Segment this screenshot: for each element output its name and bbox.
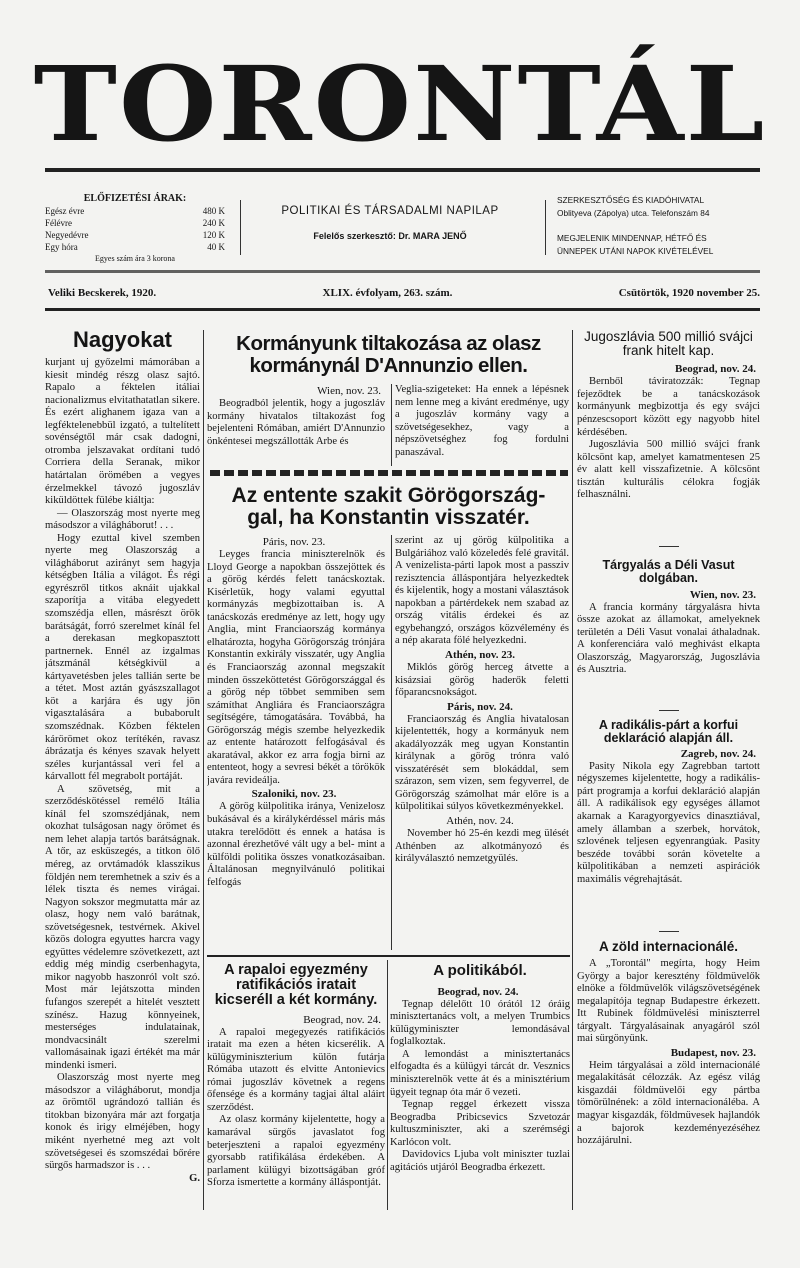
- article-delivasut: [577, 559, 760, 705]
- price-label: Negyedévre: [45, 230, 89, 240]
- paragraph: Beogradból jelentik, hogy a jugoszláv kormány hivatalos tiltakozást fog bejelenteni Rómában, amiért D'Annunzio önkéntesei megszállották Arbe és: [207, 398, 385, 447]
- editor: Felelős szerkesztő: Dr. MARA JENŐ: [313, 231, 467, 241]
- paragraph: Bernből táviratozzák: Tegnap fejeződtek be a tanácskozások kormányunk megbizottja és egy svájci pénzescsoport között egy nagyobb hitel kérdésében.: [577, 376, 760, 438]
- office-info: [557, 194, 762, 258]
- dateline: Zagreb, nov. 24.: [680, 747, 756, 760]
- paragraph: Franciaország és Anglia hivatalosan kijelentették, hogy a kormányuk nem akadályozzák meg ugyan Konstantin királynak a görög trónra való visszatérését sem blokáddal, sem szárazon, sem vizen, sem fegyverrel, de Görögország számolhat már előre is a külpolitikai súlyos következményekkel.: [395, 713, 569, 813]
- article-zold: [577, 940, 760, 1203]
- article-politikabol: [390, 963, 570, 1205]
- article-title: Jugoszlávia 500 millió svájci frank hitelt kap.: [584, 329, 753, 359]
- office-line: SZERKESZTŐSÉG ÉS KIADÓHIVATAL: [557, 195, 705, 205]
- dateline-bar: [48, 287, 760, 299]
- article-title: A radikális-párt a korfui deklaráció alapján áll.: [598, 717, 739, 745]
- article-title: A politikából.: [433, 962, 527, 979]
- dateline: Budapest, nov. 23.: [670, 1046, 756, 1059]
- price-label: Egész évre: [45, 206, 85, 216]
- paragraph: November hó 25-én kezdi meg ülését Athénben az alkotmányozó és királyválasztó nemzetgyülés.: [395, 828, 569, 865]
- paragraph: Tegnap délelőtt 10 órától 12 óráig minisztertanács volt, a melyen Trumbics külügyminiszter lemondásával foglalkoztak.: [390, 998, 570, 1048]
- article-tiltakozas: [207, 333, 570, 466]
- paragraph: kurjant uj győzelmi mámorában a kiesit mindég részg olasz sajtó. Rapalo a féktelen itáliai nacionalizmus elvitathatatlan sikere. És ezért alighanem igaza van a legféktelenebbül izgató, a tultelített sovénségtől már csak dadogni, otromba jelszavakat ordítani tudó Corriera della Seranak, mikor határtalan örömében a vegyes érzelmekkel távozó jugoszláv kiküldöttek fülébe kiáltja:: [45, 357, 200, 507]
- price-value: 40 K: [207, 242, 225, 252]
- dateline: Beograd, nov. 24.: [303, 1013, 381, 1026]
- dateline: Szaloniki, nov. 23.: [251, 788, 337, 801]
- article-title: Az entente szakit Görögország-gal, ha Konstantin visszatér.: [231, 484, 546, 530]
- paragraph: A rapaloi megegyezés ratifikációs iratait ma ezen a héten kicserélik. A külügyminiszterium külön futárja Rómába utazott és elvitte Antonievics római jugoszláv követnek a regens őfensége és a kormány tagjai által aláirt szerződést.: [207, 1026, 385, 1113]
- dateline: Athén, nov. 24.: [446, 815, 514, 828]
- paragraph: A „Torontál" megírta, hogy Heim György a bajor keresztény földmüvelők elnöke a földmüvelők világszövetségének megalapítója tegnap Budapestre érkezett. Itt Rubinek földmüvelési miniszterrel tárgyalt. Tárgyalásainak anyagáról szól mai sürgönyünk.: [577, 958, 760, 1045]
- paragraph: Davidovics Ljuba volt miniszter tuzlai agitációs utjáról Beogradba érkezett.: [390, 1149, 570, 1173]
- column-right: [577, 330, 760, 1203]
- dateline: Páris, nov. 23.: [262, 536, 326, 549]
- paragraph: Veglia-szigeteket: Ha ennek a lépésnek nem lenne meg a kivánt eredménye, ugy a jugoszláv kormány vagy a szövetségesekhez, vagy a népszövetséghez fog fordulni panaszával.: [395, 384, 569, 458]
- price-value: 240 K: [202, 218, 225, 228]
- subscription-heading: ELŐFIZETÉSI ÁRAK:: [83, 193, 187, 204]
- dateline: Athén, nov. 23.: [445, 649, 515, 662]
- price-label: Egy hóra: [45, 242, 78, 252]
- article-kolcson: [577, 330, 760, 542]
- paragraph: Hogy ezuttal kivel szemben nyerte meg Olaszország a világháborut azirányt sem hagyja kétségben Itália a világot. És régi egyrészről titkos aknáit ujakkal szaporítja a vitába elegyedett szomszédja ellen, másrészt örök barátságát, forró szerelmet kínál fel a derekasan megkopasztott partnernek. Ennél az izgalmas játszmánál kétségkivül a kártyavetésben jeles tallián serte be a tétet. Most aztán gyászszallagot köt a karjára és ugy jön vigasztalására a bubaborult szomszédnak. Közben féktelen kárörömet okoz terítékén, ravasz ábrázatja és kényes szavak helyett széles kurjantással veri fel a kárvallott fél megrabolt portáját.: [45, 532, 200, 783]
- masthead-title: TORONTÁL: [33, 44, 767, 165]
- article-entente: [207, 485, 570, 950]
- dateline: Beograd, nov. 24.: [675, 363, 756, 376]
- price-value: 120 K: [202, 230, 225, 240]
- article-title: Nagyokat: [72, 327, 173, 352]
- paragraph: — Olaszország most nyerte meg másodszor a világháborut! . . .: [45, 507, 200, 532]
- paragraph: szerint az uj görög külpolitika a Bulgáriához való közeledés felé gravitál. A venizelista-párti lapok most a passziv rezisztencia álláspontjára helyezkedtek és kijelentik, hogy a mostani választások napokban a pártérdekek nem szabad az ország vitális érdekei és az egybehangzó, országos közvélemény és a nép akarata fölé helyezkedni.: [395, 535, 569, 647]
- paragraph: Jugoszlávia 500 millió svájci frank kölcsönt kap, amelyet kamatmentesen 25 év alatt kell visszafizetnie. A kölcsönt tisztán kulturális célokra fogják felhasználni.: [577, 439, 760, 501]
- paragraph: Az olasz kormány kijelentette, hogy a kamarával sürgős javaslatot fog beterjeszteni a rapaloi egyezmény gyorsabb ratifikálása érdekében. A parlament külügyi bizottságában gróf Sforza ismertette a kormány álláspontját.: [207, 1114, 385, 1189]
- place-year: Veliki Becskerek, 1920.: [48, 287, 157, 299]
- paragraph: A szövetség, mit a szerződéskötéssel remélő Itália kínál fel szomszédjának, nem okozhat tulságosan nagy örömet és nem lehet alapja tartós barátságnak. A tőr, az esküszegés, a titkon ölő méreg, az orvtámadók klasszikus földjén nem teremhetnek a sziv és a lélek tiszta és nemes virágai. Nagyon sokszor megmutatta már az olasz, hogy nem való barátnak, szövetségesnek, testvérnek. Akivel közös dologra egyuttes harcra vagy együttes védelemre szövetkezett, azt eddig még mindig cserbenhagyta, mikor nagyobb haszonról volt szó. Most már lejátszotta minden fufangos szerepét a hitelét vesztett színész. Hazug könnyeinek, mesterséges indulatainak, mondvacsinált szerelmi vallomásainak igazi értékét ma már mindenki ismeri.: [45, 783, 200, 1071]
- article-title: A rapaloi egyezmény ratifikációs iratait kicserélI a két kormány.: [214, 962, 378, 1009]
- tagline: POLITIKAI ÉS TÁRSADALMI NAPILAP: [281, 205, 499, 217]
- signature: G.: [189, 1172, 200, 1184]
- dateline: Wien, nov. 23.: [317, 385, 381, 398]
- single-copy-price: Egyes szám ára 3 korona: [95, 254, 175, 263]
- paragraph: A francia kormány tárgyalásra hivta össze azokat az államokat, amelyeknek területén a Déli Vasut vonalai áthaladnak. A konferenciára való meghivást elkapta Olaszország, Magyarország, Jugoszlávia és Ausztria.: [577, 601, 760, 676]
- masthead-rule: [45, 168, 760, 172]
- subscription-prices: [45, 193, 225, 265]
- dateline: Wien, nov. 23.: [689, 588, 756, 601]
- paragraph: Pasity Nikola egy Zagrebban tartott négyszemes kijelentette, hogy a radikális-párt programja a korfui deklaráció alapján áll. A radikálisok egy egységes államot akarnak a Karagyorgyevics dinasztiával, amely államban a szerbek, horvátok, szlovének teljesen egyenrangúak. Pasity beszéde további során követelte a külpolitikában a nemzeti aspirációk maximális végrehajtását.: [577, 760, 760, 885]
- tagline-block: [245, 205, 535, 241]
- article-nagyokat: [45, 328, 200, 1207]
- office-line: MEGJELENIK MINDENNAP, HÉTFŐ ÉS: [557, 233, 707, 243]
- article-title: Tárgyalás a Déli Vasut dolgában.: [602, 558, 735, 586]
- price-label: Félévre: [45, 218, 72, 228]
- article-radikalis: [577, 719, 760, 927]
- article-title: A zöld internacionálé.: [598, 938, 739, 954]
- dateline: Beograd, nov. 24.: [437, 985, 519, 998]
- paragraph: A lemondást a minisztertanács elfogadta és a külügyi tárcát dr. Vesznics miniszterelnök vette át és a minisztérium ügyeit tegnap óta már ő vezeti.: [390, 1048, 570, 1098]
- price-value: 480 K: [202, 206, 225, 216]
- ornament-divider: [210, 470, 568, 476]
- paragraph: Heim tárgyalásai a zöld internacionálé megalakítását célozzák. Az egész világ kisgazdái földmüvelői egy pártba tömörülnének: a zöld internacionáléba. A magyar kisgazdák, földmüvesek hajlandók a bajorok kezdeményezéséhez hozzájárulni.: [577, 1059, 760, 1147]
- office-address: Oblityeva (Zápolya) utca. Telefonszám 84: [557, 208, 710, 218]
- article-rapaloi: [207, 963, 385, 1208]
- paragraph: A görög külpolitika iránya, Venizelosz bukásával és a királykérdéssel máris más utakra terelődött és ennek a hatása is azonnal érezhetővé vált ugy a bel- mint a külföldi politika összes vonatkozásaiban. Általánosan megnyilvánuló politikai felfogás: [207, 801, 385, 888]
- issue-date: Csütörtök, 1920 november 25.: [618, 287, 760, 299]
- paragraph: Tegnap reggel érkezett vissza Beogradba Pribicsevics Szvetozár kultuszminiszter, aki a szerémségi Karlócon volt.: [390, 1099, 570, 1148]
- article-title: Kormányunk tiltakozása az olasz kormánynál D'Annunzio ellen.: [236, 332, 541, 377]
- issue-number: XLIX. évfolyam, 263. szám.: [322, 287, 453, 299]
- paragraph: Miklós görög herceg átvette a kisázsiai görög haderők feletti főparancsnokságot.: [395, 662, 569, 699]
- dateline: Páris, nov. 24.: [447, 700, 513, 713]
- office-line: ÜNNEPEK UTÁNI NAPOK KIVÉTELÉVEL: [557, 246, 714, 256]
- paragraph: Olaszország most nyerte meg másodszor a világháborut, mondja az örömtől ugrándozó tallián és titokban bizonyára már azt forgatja konok és irigy elméjében, hogy miként nyerhetné meg azt volt szövetségesei és szomszédai bőrére sürgős harmadszor is . . .: [45, 1072, 200, 1172]
- paragraph: Leyges francia miniszterelnök és Lloyd George a napokban összejöttek és a görög kérdés felett tanácskoztak. Kisérletük, hogy valami egyuttal kormányzás megbizottaiban is. A tanácskozás eredménye az lett, hogy ugy Anglia, mint Franciaország kormánya elhatározta, hogyha Görögország trónjára Konstantin exkirály visszatér, ugy Anglia és Franciaország azonnal megszakít minden összeköttetést Görögországgal és a görög nép többet semmiben sem számíthat Angliára és Franciaországra segítségére, támogatására. Továbbá, ha Görögország mégis szembe helyezkedik az entente határozott felfogásával és akaratával, akkor ez arra fogja birni az ententeot, hogy a sevresi békét a törökök javára revideálja.: [207, 549, 385, 786]
